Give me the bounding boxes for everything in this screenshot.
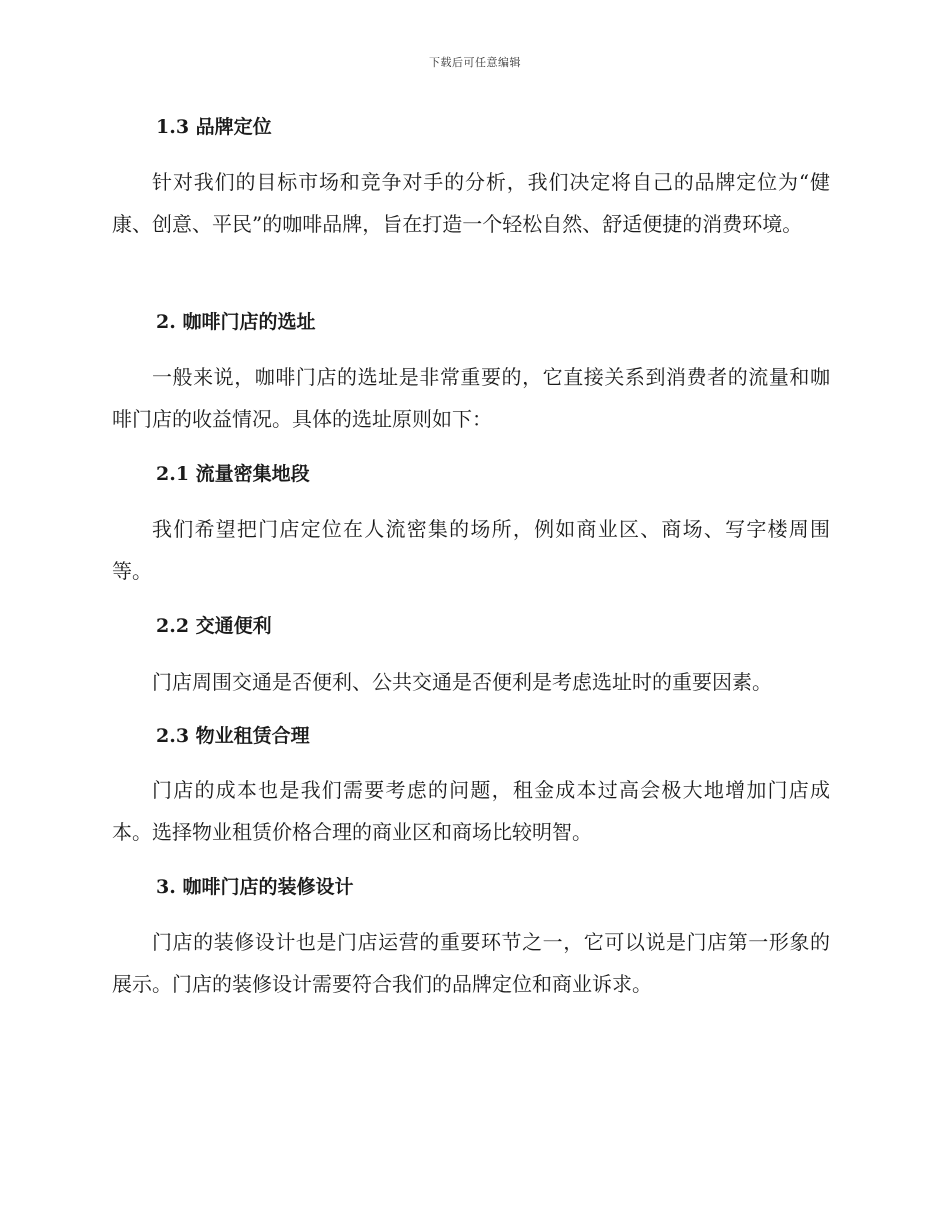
section-heading-2-2: 2.2 交通便利 <box>156 615 272 637</box>
section-heading-2-1: 2.1 流量密集地段 <box>156 463 310 485</box>
paragraph-brand-positioning: 针对我们的目标市场和竞争对手的分析，我们决定将自己的品牌定位为“健康、创意、平民”的咖啡品牌，旨在打造一个轻松自然、舒适便捷的消费环境。 <box>112 170 830 236</box>
paragraph-rent: 门店的成本也是我们需要考虑的问题，租金成本过高会极大地增加门店成本。选择物业租赁价格合理的商业区和商场比较明智。 <box>112 778 830 844</box>
paragraph-high-traffic: 我们希望把门店定位在人流密集的场所，例如商业区、商场、写字楼周围等。 <box>112 517 830 583</box>
section-heading-2-3: 2.3 物业租赁合理 <box>156 725 310 747</box>
section-heading-2: 2. 咖啡门店的选址 <box>156 311 316 333</box>
paragraph-site-selection: 一般来说，咖啡门店的选址是非常重要的，它直接关系到消费者的流量和咖啡门店的收益情况。具体的选址原则如下： <box>112 365 830 431</box>
paragraph-decoration: 门店的装修设计也是门店运营的重要环节之一，它可以说是门店第一形象的展示。门店的装修设计需要符合我们的品牌定位和商业诉求。 <box>112 930 830 996</box>
section-heading-3: 3. 咖啡门店的装修设计 <box>156 876 354 898</box>
paragraph-transport: 门店周围交通是否便利、公共交通是否便利是考虑选址时的重要因素。 <box>152 670 772 694</box>
page-header: 下载后可任意编辑 <box>429 56 521 69</box>
section-heading-1-3: 1.3 品牌定位 <box>156 116 272 138</box>
